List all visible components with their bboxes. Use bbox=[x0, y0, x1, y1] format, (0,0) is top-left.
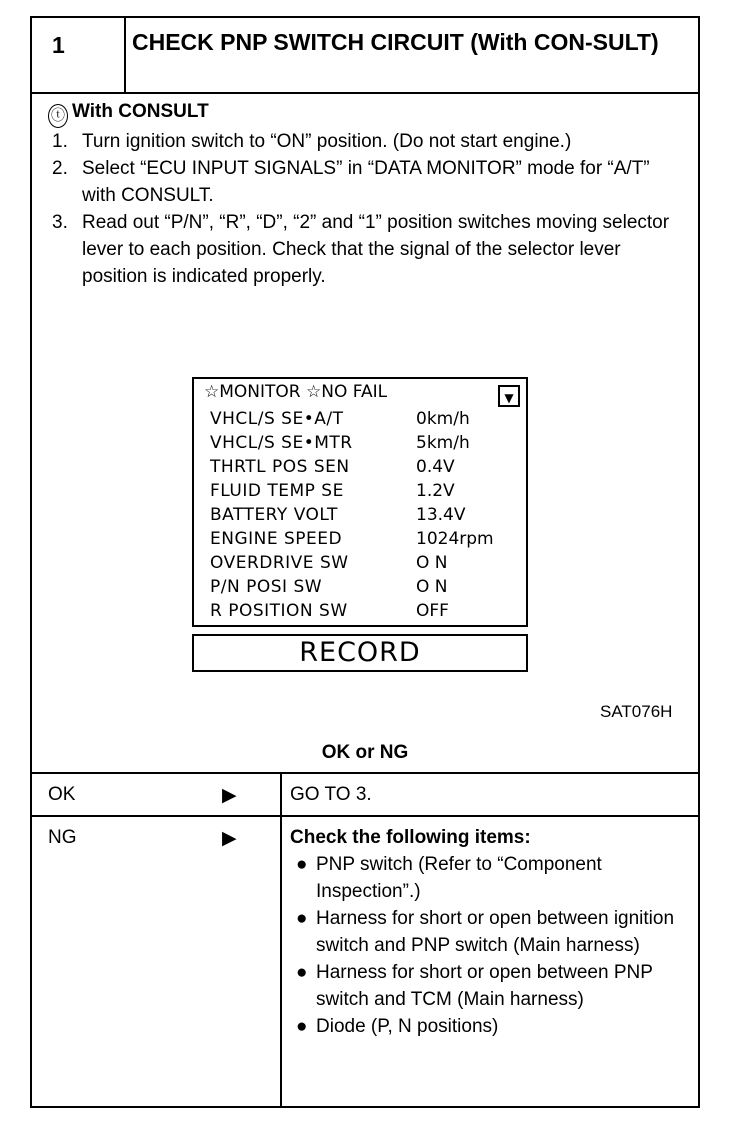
monitor-header: ☆MONITOR ☆NO FAIL bbox=[204, 382, 388, 402]
step-list bbox=[48, 128, 688, 290]
monitor-row: BATTERY VOLT 13.4V bbox=[210, 505, 466, 525]
ok-or-ng-label: OK or NG bbox=[321, 742, 409, 763]
list-item: ● Harness for short or open between ignition switch and PNP switch (Main harness) bbox=[290, 905, 690, 959]
consult-label: With CONSULT bbox=[72, 101, 209, 122]
bullet-icon: ● bbox=[296, 1016, 308, 1037]
ok-action: GO TO 3. bbox=[290, 784, 372, 805]
list-item: ● PNP switch (Refer to “Component Inspection”.) bbox=[290, 851, 690, 905]
consult-heading bbox=[48, 98, 688, 128]
ng-title: Check the following items: bbox=[290, 827, 531, 848]
instructions bbox=[48, 98, 688, 290]
consult-icon: ⓣ bbox=[48, 104, 68, 128]
list-item: 3. Read out “P/N”, “R”, “D”, “2” and “1” position switches moving selector lever to each position. Check that the signal of the selector lever position is indicated properly. bbox=[52, 212, 670, 287]
monitor-row: FLUID TEMP SE 1.2V bbox=[210, 481, 455, 501]
bullet-icon: ● bbox=[296, 854, 308, 875]
consult-monitor-screen bbox=[192, 377, 528, 627]
ng-label: NG bbox=[48, 827, 77, 848]
monitor-row: R POSITION SW OFF bbox=[210, 601, 449, 621]
ng-check-items bbox=[290, 824, 690, 1040]
header-divider bbox=[124, 18, 126, 92]
monitor-row: VHCL/S SE•A/T 0km/h bbox=[210, 409, 470, 429]
arrow-right-icon: ▶ bbox=[222, 828, 237, 849]
step-title: CHECK PNP SWITCH CIRCUIT (With CON-SULT) bbox=[132, 29, 659, 55]
procedure-table bbox=[30, 16, 700, 1108]
arrow-right-icon: ▶ bbox=[222, 785, 237, 806]
step-number: 1 bbox=[52, 32, 65, 58]
bullet-icon: ● bbox=[296, 962, 308, 983]
monitor-row: THRTL POS SEN 0.4V bbox=[210, 457, 455, 477]
monitor-row: P/N POSI SW O N bbox=[210, 577, 448, 597]
monitor-row: OVERDRIVE SW O N bbox=[210, 553, 448, 573]
divider bbox=[32, 815, 698, 817]
scroll-down-icon: ▼ bbox=[498, 385, 520, 407]
column-divider bbox=[280, 772, 282, 1106]
bullet-icon: ● bbox=[296, 908, 308, 929]
list-item: 1. Turn ignition switch to “ON” position. (Do not start engine.) bbox=[52, 131, 572, 152]
figure-id: SAT076H bbox=[600, 702, 673, 721]
monitor-row: ENGINE SPEED 1024rpm bbox=[210, 529, 494, 549]
list-item: 2. Select “ECU INPUT SIGNALS” in “DATA MONITOR” mode for “A/T” with CONSULT. bbox=[52, 158, 650, 206]
monitor-row: VHCL/S SE•MTR 5km/h bbox=[210, 433, 470, 453]
list-item: ● Diode (P, N positions) bbox=[290, 1013, 690, 1040]
step-header bbox=[32, 18, 698, 94]
list-item: ● Harness for short or open between PNP switch and TCM (Main harness) bbox=[290, 959, 690, 1013]
record-button: RECORD bbox=[192, 634, 528, 672]
divider bbox=[32, 772, 698, 774]
ok-label: OK bbox=[48, 784, 76, 805]
